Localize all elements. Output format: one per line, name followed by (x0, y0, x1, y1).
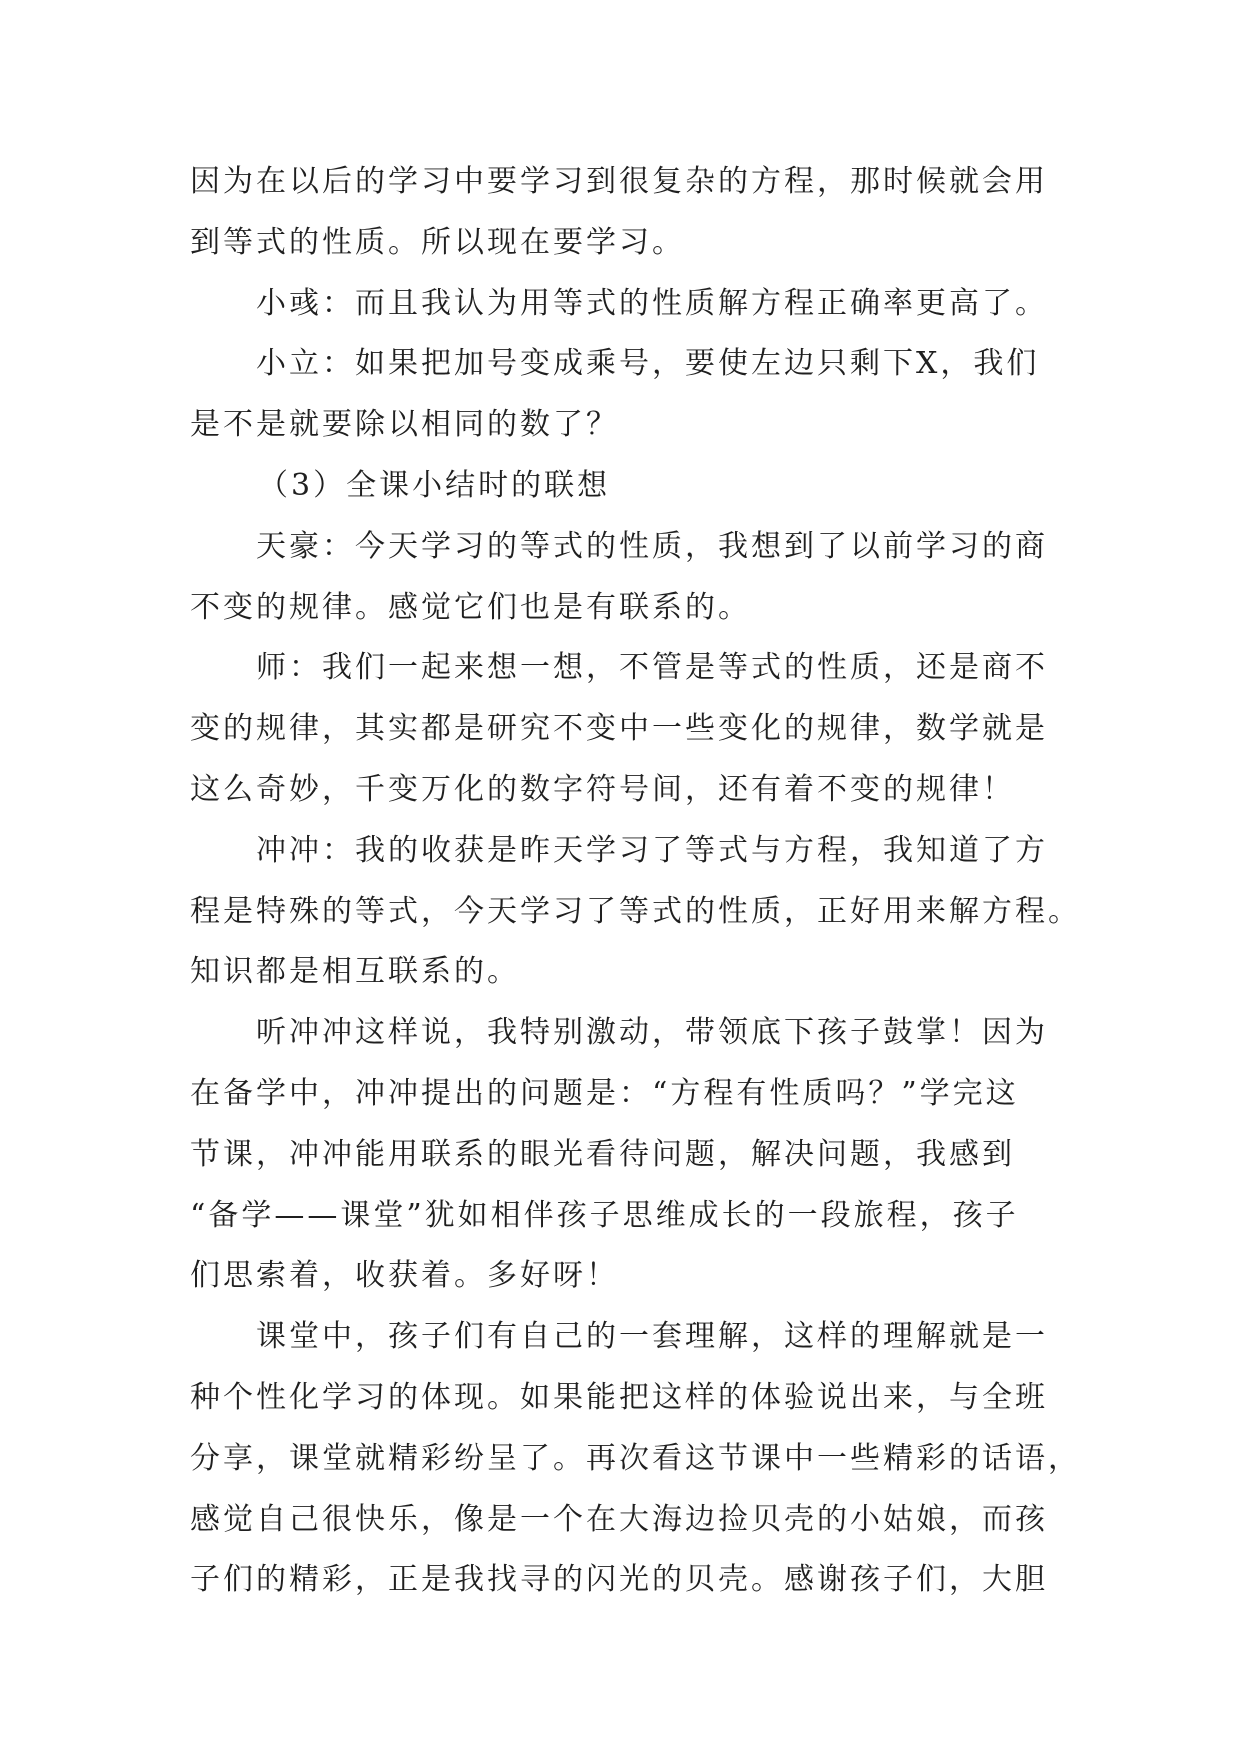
text-line: 师：我们一起来想一想，不管是等式的性质，还是商不 (256, 650, 1048, 686)
text-line: 课堂中，孩子们有自己的一套理解，这样的理解就是一 (256, 1319, 1048, 1355)
text-line: 变的规律，其实都是研究不变中一些变化的规律，数学就是 (190, 711, 1048, 747)
text-line: 到等式的性质。所以现在要学习。 (190, 224, 685, 260)
text-line: 在备学中，冲冲提出的问题是：“方程有性质吗？”学完这 (190, 1075, 1019, 1111)
text-line: 感觉自己很快乐，像是一个在大海边捡贝壳的小姑娘，而孩 (190, 1501, 1048, 1537)
text-line: 节课，冲冲能用联系的眼光看待问题，解决问题，我感到 (190, 1136, 1015, 1172)
text-line: 不变的规律。感觉它们也是有联系的。 (190, 589, 751, 625)
text-line: 这么奇妙，千变万化的数字符号间，还有着不变的规律！ (190, 771, 1015, 807)
section-heading: （3）全课小结时的联想 (258, 467, 611, 503)
document-body (190, 152, 1081, 1611)
text-line: 小立：如果把加号变成乘号，要使左边只剩下X，我们 (256, 346, 1040, 382)
text-line: 种个性化学习的体现。如果能把这样的体验说出来，与全班 (190, 1379, 1048, 1415)
text-line: 知识都是相互联系的。 (190, 954, 520, 990)
text-line: 程是特殊的等式，今天学习了等式的性质，正好用来解方程。 (190, 893, 1081, 929)
text-line: 听冲冲这样说，我特别激动，带领底下孩子鼓掌！因为 (256, 1015, 1048, 1051)
text-line: 是不是就要除以相同的数了？ (190, 407, 619, 443)
text-line: 小彧：而且我认为用等式的性质解方程正确率更高了。 (256, 285, 1048, 321)
text-line: 子们的精彩，正是我找寻的闪光的贝壳。感谢孩子们，大胆 (190, 1562, 1048, 1598)
text-line: 冲冲：我的收获是昨天学习了等式与方程，我知道了方 (256, 832, 1048, 868)
text-line: 分享，课堂就精彩纷呈了。再次看这节课中一些精彩的话语， (190, 1440, 1081, 1476)
text-line: 天豪：今天学习的等式的性质，我想到了以前学习的商 (256, 528, 1048, 564)
text-line: “备学——课堂”犹如相伴孩子思维成长的一段旅程，孩子 (190, 1197, 1019, 1233)
text-line: 们思索着，收获着。多好呀！ (190, 1258, 619, 1294)
text-line: 因为在以后的学习中要学习到很复杂的方程，那时候就会用 (190, 164, 1048, 199)
